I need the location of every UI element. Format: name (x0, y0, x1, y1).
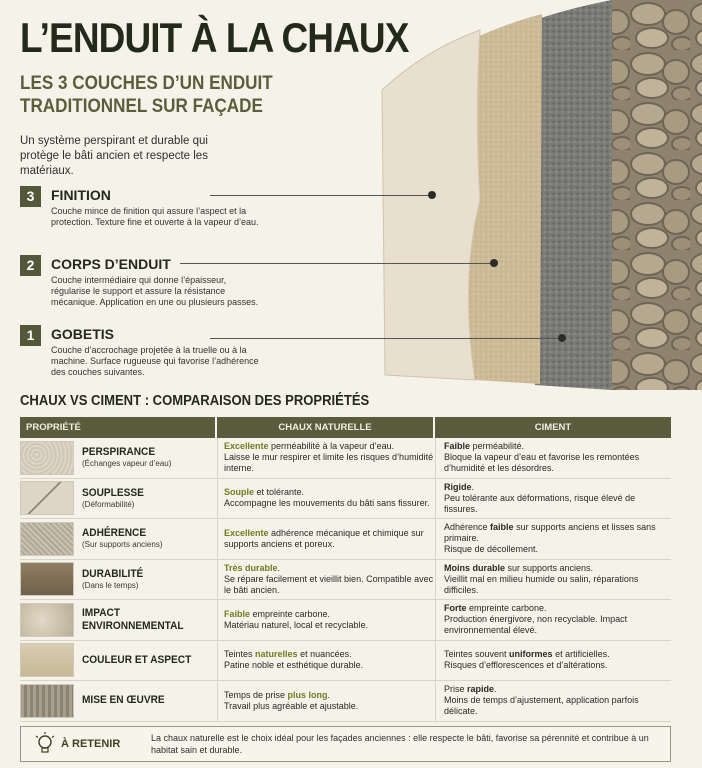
ciment-cell (435, 600, 671, 640)
chaux-text: empreinte carbone. (250, 608, 331, 619)
ciment-cell (435, 681, 671, 721)
chaux-prefix: Temps de prise (224, 689, 288, 700)
chaux-cell (217, 681, 435, 721)
ciment-highlight: Faible (444, 441, 471, 452)
table-row (20, 438, 671, 479)
table-row (20, 479, 671, 520)
page-subtitle (20, 72, 273, 118)
property-cell (20, 560, 217, 600)
chaux-highlight: plus long (287, 689, 328, 700)
material-texture-thumbnail (20, 603, 74, 637)
chaux-highlight: naturelles (255, 649, 298, 660)
property-subtitle: (Dans le temps) (82, 580, 139, 590)
layer-number-badge: 3 (20, 186, 41, 207)
property-name: IMPACT (82, 606, 121, 619)
page-title: L’ENDUIT À LA CHAUX (20, 14, 409, 61)
layer-description: Couche d’accrochage projetée à la truelle ou à la machine. Surface rugueuse qui favorise l’adhérence des couches suivantes. (51, 345, 259, 377)
chaux-highlight: Très durable (224, 562, 278, 573)
header-ciment: CIMENT (435, 417, 671, 438)
chaux-highlight: Faible (224, 608, 251, 619)
layer-number-badge: 1 (20, 325, 41, 346)
material-texture-thumbnail (20, 441, 74, 475)
property-name: MISE EN ŒUVRE (82, 694, 165, 707)
property-cell (20, 600, 217, 640)
leader-line-corps (180, 263, 492, 264)
chaux-cell (217, 641, 435, 681)
property-name: ADHÉRENCE (82, 527, 147, 540)
chaux-detail: Se répare facilement et vieillit bien. Compatible avec le bâti ancien. (224, 573, 434, 595)
leader-dot-gobetis (558, 334, 566, 342)
chaux-detail: Accompagne les mouvements du bâti sans fissurer. (224, 498, 430, 509)
property-cell (20, 479, 217, 519)
ciment-text: sur supports anciens et lisses sans primaire. (444, 522, 656, 544)
ciment-prefix: Adhérence (444, 522, 491, 533)
ciment-highlight: uniformes (509, 649, 553, 660)
ciment-detail: Moins de temps d’ajustement, application parfois délicate. (444, 695, 639, 717)
chaux-detail: Travail plus agréable et ajustable. (224, 700, 359, 711)
table-row (20, 560, 671, 601)
chaux-text: et tolérante. (254, 487, 305, 498)
chaux-text: et nuancées. (297, 649, 352, 660)
material-texture-thumbnail (20, 684, 74, 718)
ciment-highlight: Rigide (444, 481, 472, 492)
chaux-detail: Patine noble et esthétique durable. (224, 660, 364, 671)
layer-name: CORPS D’ENDUIT (51, 256, 171, 272)
ciment-text: . (494, 684, 497, 695)
layer-description: Couche mince de finition qui assure l’aspect et la protection. Texture fine et ouverte à la vapeur d’eau. (51, 206, 259, 227)
ciment-detail: Bloque la vapeur d’eau et favorise les remontées d’humidité et les désordres. (444, 452, 640, 474)
ciment-detail: Risque de décollement. (444, 544, 539, 555)
ciment-cell (435, 438, 671, 478)
ciment-detail: Risques d’efflorescences et d’altérations. (444, 660, 608, 671)
ciment-text: perméabilité. (470, 441, 525, 452)
ciment-text: empreinte carbone. (466, 603, 547, 614)
material-texture-thumbnail (20, 522, 74, 556)
property-name: COULEUR ET ASPECT (82, 653, 192, 666)
property-subtitle: (Déformabilité) (82, 499, 135, 509)
material-texture-thumbnail (20, 562, 74, 596)
ciment-detail: Production énergivore, non recyclable. Impact environnemental élevé. (444, 614, 628, 636)
property-cell (20, 681, 217, 721)
property-subtitle: (Sur supports anciens) (82, 540, 163, 550)
ciment-prefix: Prise (444, 684, 468, 695)
property-name: PERSPIRANCE (82, 446, 156, 459)
ciment-highlight: rapide (467, 684, 495, 695)
layer-description: Couche intermédiaire qui donne l’épaisseur, régularise le support et assure la résistance mécanique. Application en une ou plusieurs passes. (51, 275, 259, 307)
leader-dot-corps (490, 259, 498, 267)
ciment-highlight: Forte (444, 603, 467, 614)
layer-name: FINITION (51, 187, 111, 203)
comparison-title: CHAUX VS CIMENT : COMPARAISON DES PROPRIÉTÉS (20, 393, 370, 409)
chaux-prefix: Teintes (224, 649, 256, 660)
chaux-text: . (327, 689, 331, 700)
chaux-highlight: Excellente (224, 441, 269, 452)
ciment-text: et artificielles. (552, 649, 610, 660)
layer-name: GOBETIS (51, 326, 115, 342)
retenir-box (20, 726, 671, 762)
table-row (20, 641, 671, 682)
ciment-prefix: Teintes souvent (444, 649, 510, 660)
chaux-cell (217, 519, 435, 559)
retenir-text: La chaux naturelle est le choix idéal pour les façades anciennes : elle respecte le bâti, favorise sa pérennité et contribue à un habitat sain et durable. (151, 733, 649, 755)
property-name: SOUPLESSE (82, 486, 144, 499)
comparison-table (20, 417, 671, 722)
ciment-detail: Peu tolérante aux déformations, risque élevé de fissures. (444, 492, 636, 514)
subtitle-line-1: LES 3 COUCHES D’UN ENDUIT (20, 73, 273, 94)
lightbulb-icon (33, 732, 57, 756)
chaux-cell (217, 560, 435, 600)
table-row (20, 681, 671, 722)
table-row (20, 600, 671, 641)
header-chaux: CHAUX NATURELLE (217, 417, 433, 438)
property-cell (20, 519, 217, 559)
ciment-cell (435, 641, 671, 681)
property-subtitle: (Échanges vapeur d’eau) (82, 459, 172, 469)
ciment-highlight: faible (490, 522, 514, 533)
chaux-text: adhérence mécanique et chimique sur supports anciens et poreux. (224, 527, 424, 549)
chaux-detail: Matériau naturel, local et recyclable. (224, 619, 369, 630)
layer-number-badge: 2 (20, 255, 41, 276)
ciment-text: . (471, 481, 475, 492)
chaux-text: perméabilité à la vapeur d’eau. (268, 441, 395, 452)
ciment-cell (435, 479, 671, 519)
chaux-highlight: Excellente (224, 527, 269, 538)
property-cell (20, 438, 217, 478)
chaux-highlight: Souple (224, 487, 255, 498)
chaux-detail: Laisse le mur respirer et limite les risques d’humidité interne. (224, 452, 434, 474)
table-row (20, 519, 671, 560)
chaux-cell (217, 438, 435, 478)
ciment-detail: Vieillit mal en milieu humide ou salin, réparations difficiles. (444, 573, 639, 595)
ciment-cell (435, 519, 671, 559)
ciment-highlight: Moins durable (444, 562, 506, 573)
chaux-cell (217, 479, 435, 519)
subtitle-line-2: TRADITIONNEL SUR FAÇADE (20, 96, 263, 117)
property-name-line-2: ENVIRONNEMENTAL (82, 619, 184, 632)
leader-dot-finition (428, 191, 436, 199)
chaux-cell (217, 600, 435, 640)
retenir-label: À RETENIR (61, 738, 121, 750)
table-header (20, 417, 671, 438)
leader-line-finition (210, 195, 430, 196)
property-cell (20, 641, 217, 681)
chaux-text: . (277, 562, 281, 573)
leader-line-gobetis (210, 338, 560, 339)
ciment-text: sur supports anciens. (505, 562, 594, 573)
material-texture-thumbnail (20, 643, 74, 677)
material-texture-thumbnail (20, 481, 74, 515)
header-propriete: PROPRIÉTÉ (20, 417, 215, 438)
ciment-cell (435, 560, 671, 600)
property-name: DURABILITÉ (82, 567, 144, 580)
intro-text: Un système perspirant et durable qui protège le bâti ancien et respecte les matériaux. (20, 135, 208, 177)
